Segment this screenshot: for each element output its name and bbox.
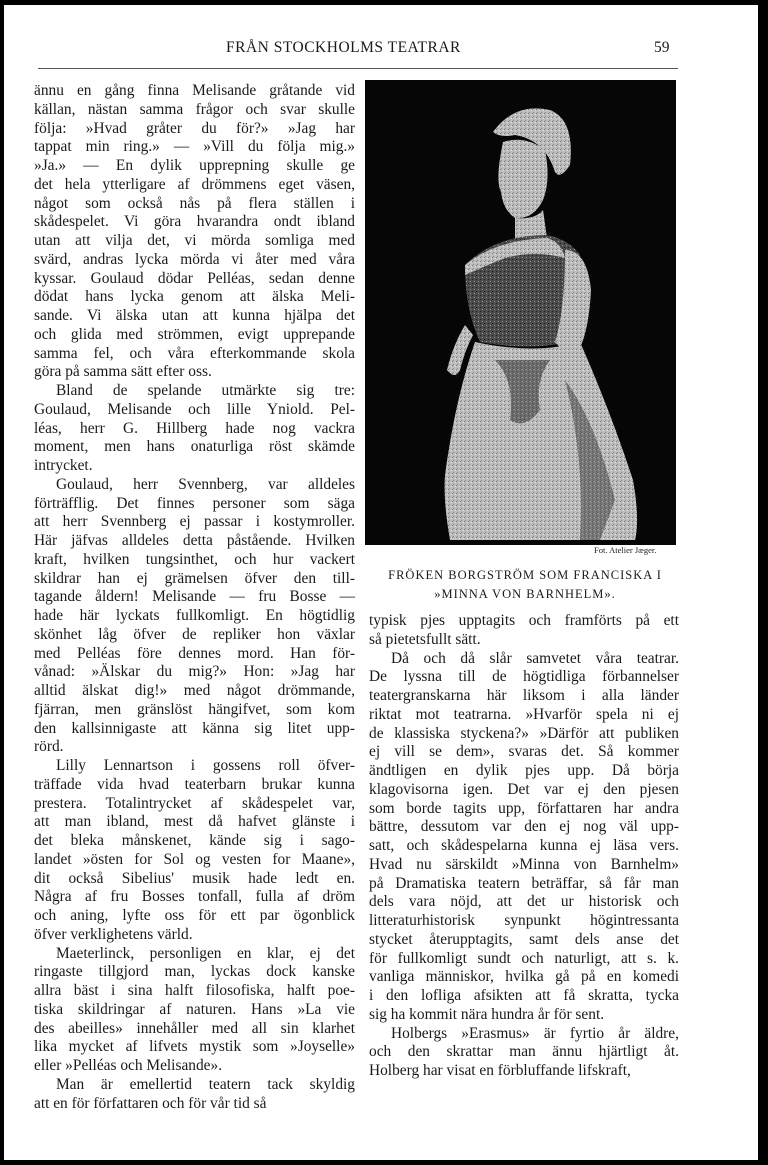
paragraph [34,476,355,757]
text-line: lika mycket af lifvets mystik som »Joyselle» [34,1038,355,1056]
text-line: léas, herr G. Hillberg hade nog vackra [34,419,355,437]
text-line: litteraturhistorisk synpunkt högintressanta [369,912,679,929]
text-line: landet »östen for Sol og vesten for Maane», [34,850,355,868]
text-line: kraft, hvilken tungsinthet, och hur vackert [34,550,355,568]
text-line: hade här lyckats fullkomligt. En högtidlig [34,607,355,624]
text-line: eller »Pelléas och Melisande». [34,1057,223,1074]
portrait-photo [365,80,676,545]
text-line: Lilly Lennartson i gossens roll öfver- [56,757,355,774]
text-line: teatergranskarna här liksom i alla länder [369,687,679,704]
text-line: Här jäfvas alldeles detta påstående. Hvilken [34,532,355,549]
text-line: ännu en gång finna Melisande gråtande vid [34,82,355,99]
text-line: moment, men hans onaturliga röst skämde [34,438,355,456]
text-line: dödat hans lycka genom att älska Meli- [34,288,355,306]
actress-portrait-image [365,80,676,545]
text-line: att man ibland, mest då hafvet glänste i [34,813,355,831]
text-line: träffade vida hvad teaterbarn brukar kunna [34,775,355,793]
text-line: rörd. [34,738,64,756]
caption-line: FRÖKEN BORGSTRÖM SOM FRANCISKA I [388,568,662,582]
text-line: dels vara nöjd, att det ur historisk och [369,893,679,911]
text-line: Man är emellertid teatern tack skyldig [56,1075,355,1093]
paragraph [369,1025,679,1081]
text-line: det hela ytterligare af drömmens eget väsen, [34,175,355,193]
running-head [4,39,758,63]
text-line: intrycket. [34,457,93,474]
text-line: »Ja.» — En dylik upprepning skulle ge [34,157,355,174]
text-line: Bland de spelande utmärkte sig tre: [56,382,355,399]
paragraph [34,82,355,382]
text-line: kyssar. Goulaud dödar Pelléas, sedan denne [34,269,355,287]
text-line: fjärran, men gränslöst hängifvet, som kom [34,700,355,718]
text-line: utan att vilja det, vi mörda somliga med [34,232,355,249]
text-line: ändtligen en dylik pjes upp. Då börja [369,762,679,779]
text-line: för fullkomligt sundt och naturligt, att s. k. [369,949,679,967]
text-line: stycket återupptagits, samt dels anse det [369,930,679,948]
paragraph [34,1076,355,1114]
text-line: Hvad nu särskildt »Minna von Barnhelm» [369,855,679,873]
text-line: dit också Sibelius' musik hade ledt en. [34,869,355,887]
caption-line: »MINNA VON BARNHELM». [434,587,616,601]
text-line: att herr Svennberg ej passar i kostymroller. [34,513,355,531]
running-title: FRÅN STOCKHOLMS TEATRAR [226,39,461,56]
text-line: sande. Vi älska utan att kunna hjälpa det [34,307,355,324]
text-line: De lyssna till de högtidliga förbannelser [369,668,679,686]
text-line: des abeilles» innehåller med all sin klarhet [34,1019,355,1037]
paragraph [369,612,679,650]
text-line: förträfflig. Det finnes personer som säga [34,494,355,512]
text-line: i den lofliga afsikten att få skratta, tycka [369,987,679,1004]
text-line: ringaste tillgjord man, lyckas dock kanske [34,963,355,981]
text-line: de klassiska styckena?» »Därför att publiken [369,724,679,742]
text-line: klagovisorna igen. Det var ej den pjesen [369,780,679,798]
text-line: typisk pjes upptagits och framförts på ett [369,612,679,629]
paragraph [34,757,355,945]
text-line: något som också nås på flera ställen i [34,194,355,212]
text-line: Några af fru Bosses tonfall, fulla af dröm [34,888,355,906]
paragraph [369,650,679,1025]
text-line: och aning, lyfte oss för ett par ögonblick [34,907,355,924]
text-line: Holbergs »Erasmus» är fyrtio år äldre, [391,1024,679,1042]
page-number: 59 [654,39,670,56]
text-line: som borde tagits upp, författaren har andra [369,799,679,817]
text-line: vanliga människor, hvilka gå på en komedi [369,968,679,986]
text-line: ej vill se dem», svaras det. Så kommer [369,743,679,761]
text-line: det bleka månskenet, kände sig i sago- [34,832,355,849]
text-line: källan, nästan samma frågor och svar skulle [34,100,355,118]
text-line: tappat min ring.» — »Vill du följa mig.» [34,138,355,156]
text-line: tiska skildringar af naturen. Hans »La vie [34,1000,355,1018]
text-line: Maeterlinck, personligen en klar, ej det [56,944,355,962]
text-line: samma fel, och våra efterkommande skola [34,344,355,362]
text-line: Holberg har visat en förbluffande lifskraft, [369,1062,631,1079]
text-line: på Dramatiska teatern beträffar, så får man [369,874,679,892]
text-line: och den skrattar man ännu hjärtligt åt. [369,1043,679,1061]
text-line: följa: »Hvad gråter du för?» »Jag har [34,119,355,137]
header-rule [38,68,678,69]
photo-credit: Fot. Atelier Jæger. [594,545,657,555]
text-line: vånad: »Älskar du mig?» Hon: »Jag har [34,663,355,681]
paragraph [34,382,355,476]
paragraph [34,945,355,1076]
text-line: bättre, dessutom var den ej nog väl upp- [369,818,679,836]
text-line: så pietetsfullt sätt. [369,630,481,648]
text-line: att en för författaren och för vår tid så [34,1094,267,1112]
text-line: svärd, andras lycka mörda vi åter med våra [34,250,355,268]
text-line: tagande åldern! Melisande — fru Bosse — [34,588,355,606]
text-line: öfver verklighetens värld. [34,925,193,943]
text-line: skönhet låg öfver de repliker hon växlar [34,625,355,643]
text-line: göra på samma sätt efter oss. [34,363,212,381]
text-line: med Pelléas före dennes mord. Han för- [34,644,355,662]
text-line: satt, och skådespelarna kunna ej läsa vers. [369,837,679,854]
text-line: sig ha kommit nära hundra år för sent. [369,1005,605,1023]
figure-caption [369,566,681,604]
text-line: prestera. Totalintrycket af skådespelet var, [34,794,355,812]
text-line: alltid älskat dig!» med något drömmande, [34,682,355,699]
right-column [369,612,679,1081]
text-line: skildrar han ej grämelsen öfver den till- [34,569,355,587]
page [4,5,758,1160]
text-line: och glida med strömmen, evigt upprepande [34,325,355,343]
left-column [34,82,355,1113]
text-line: skådespelet. Vi göra hvarandra ondt ibland [34,213,355,231]
text-line: Goulaud, herr Svennberg, var alldeles [56,475,355,493]
text-line: den kallsinnigaste att känna sig litet upp- [34,719,355,737]
text-line: riktat mot teatrarna. »Hvarför spela ni ej [369,705,679,723]
text-line: Goulaud, Melisande och lille Yniold. Pel- [34,400,355,418]
text-line: allra bäst i sina halft filosofiska, halft poe- [34,982,355,999]
text-line: Då och då slår samvetet våra teatrar. [391,649,679,667]
